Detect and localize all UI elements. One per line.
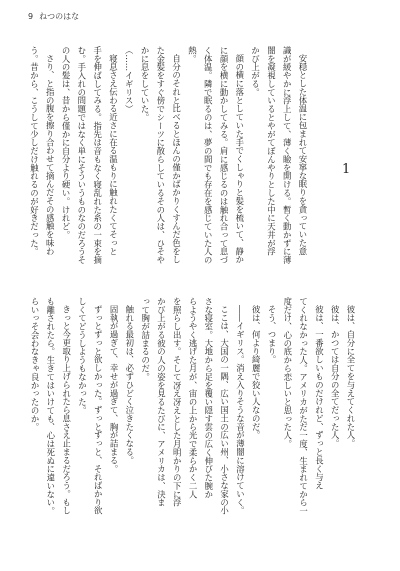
- text-column: 自分のそれと比べるとほんの僅かばかりくすんだ色をし: [171, 54, 182, 265]
- text-column: 顔の横に落としていた手でくしゃりと髪を梳いて、静か: [234, 54, 245, 265]
- text-column: さり、と指の腹を擦り合わせて摘んだその感触を味わ: [45, 54, 56, 256]
- text-column: 闇を凝視しているとやがてぼんやりとした中に天井が浮: [266, 46, 277, 256]
- running-header: [28, 12, 79, 22]
- text-column: の人の髪は、昔から僅かに自分より硬い。けれど。: [61, 46, 72, 239]
- text-column: きっと今更取り上げられたら息さえ止まるだろう。もし: [61, 305, 72, 516]
- text-column: 彼は、自分に全てを与えてくれた人。: [346, 305, 356, 449]
- running-title: ねつのはな: [39, 12, 80, 21]
- upper-text-block: [25, 46, 310, 265]
- text-column: かに息をしていた。: [140, 46, 151, 122]
- text-column: も離されたら。生きてはいけても、心は死ぬに違いない。: [45, 297, 56, 516]
- text-column: ――イギリス。消え入りそうな音が薄闇に溶けていく。: [235, 305, 246, 516]
- text-column: 手を伸ばしてみる。指先は音もなく寝乱れた糸の一束を摘: [92, 46, 103, 265]
- text-column: って胸が詰まるのだ。: [140, 297, 151, 381]
- text-column: てくれなかった人。アメリカがただ一度、生まれてから一: [298, 297, 309, 516]
- text-column: た金髪をすぐ傍でシーツに散らしているその人は、ひそや: [155, 46, 166, 265]
- text-column: 寝息さえ伝わる近さに在る温もりに触れたくてそっと: [108, 54, 119, 256]
- text-column: ここは、大国の一隅、広い国土の広い州、小さな家の小: [219, 305, 230, 516]
- text-column: 彼は、かつては自分の全てだった人。: [330, 305, 341, 449]
- text-column: を照らし出す。そして冴え冴えとした月明かりの下に浮: [172, 297, 183, 507]
- text-column: ずっとずっと欲しかった。ずっとずっと、そればかり欲: [93, 305, 104, 516]
- page-number: 9: [28, 12, 34, 21]
- text-column: （……イギリス）: [124, 46, 135, 114]
- text-column: 彼は、何より綺麗で狡い人なのだ。: [251, 305, 262, 440]
- text-column: 触れる最初は、必ずひどく泣きたくなる。: [124, 305, 135, 465]
- text-column: 安穏とした体温に包まれて安寧な眠りを貪っていた意: [298, 54, 308, 256]
- text-column: らいっそ会わなきゃ良かったのか。: [30, 297, 41, 432]
- text-column: む。手入れの問題ではなく単にそういうものなのだろうそ: [76, 46, 87, 265]
- text-column: く体温。隣で眠るのは、夢の間でも存在を感じていた人の: [203, 46, 214, 265]
- text-column: 熱。: [187, 46, 198, 63]
- chapter-number: 1: [342, 162, 351, 177]
- text-column: かび上がる彼の人の姿を見るたびに、アメリカは、決ま: [156, 297, 167, 507]
- text-column: しくてどうしようもなかった。: [77, 297, 88, 415]
- text-column: 識が緩やかに浮上して、薄く瞼を開ける。暫く動かずに薄: [282, 46, 293, 265]
- text-column: 固執が過ぎて、幸せが過ぎて、胸が詰まる。: [109, 305, 120, 474]
- text-column: 彼は、一番欲しいものだけれど、ずっと長く与え: [314, 305, 325, 490]
- text-column: らようやく逃げた月が、宙の上から光で柔らかく二人: [188, 297, 199, 499]
- text-column: さな寝室。大地から足を覆い隠す雲の広く伸びた腕か: [203, 297, 214, 499]
- text-column: に顔を横に動かしてみる。肩に感じるのは触れ合って息づ: [219, 46, 230, 265]
- lower-text-block: [26, 297, 358, 516]
- text-column: かび上がる。: [250, 46, 261, 97]
- text-column: う。昔から、こうして少しだけ触れるのが好きだった。: [29, 46, 40, 256]
- text-column: そう、つまり。: [267, 305, 278, 365]
- text-column: 度だけ、心の底から恋しいと思った人。: [282, 297, 293, 449]
